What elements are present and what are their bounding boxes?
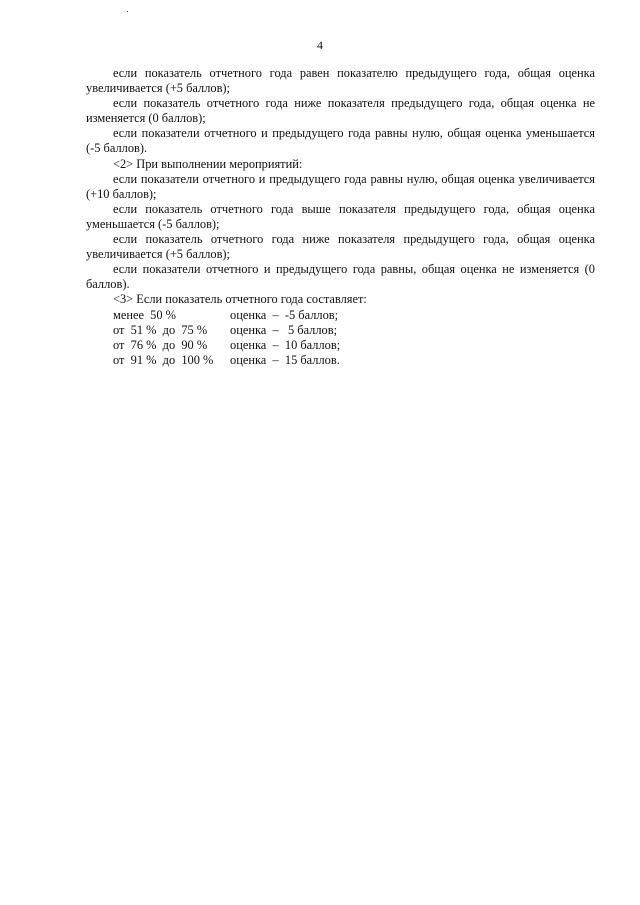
table-row [113, 323, 340, 338]
range-cell: от 91 % до 100 % [113, 352, 214, 367]
scan-speck [127, 11, 128, 12]
table-row [113, 338, 340, 353]
paragraph: если показатели отчетного и предыдущего года равны, общая оценка не изменяется (0 баллов). [86, 262, 595, 292]
range-cell: от 51 % до 75 % [113, 322, 208, 337]
page-number: 4 [317, 38, 323, 52]
table-row [113, 308, 340, 323]
paragraph: если показатель отчетного года равен показателю предыдущего года, общая оценка увеличивается (+5 баллов); [86, 66, 595, 96]
range-cell: менее 50 % [113, 307, 176, 322]
score-cell: оценка – 5 баллов; [230, 322, 338, 337]
score-scale-table [113, 308, 340, 368]
footnote-3-heading: <3> Если показатель отчетного года составляет: [113, 292, 367, 307]
score-cell: оценка – 15 баллов. [230, 352, 340, 367]
document-body [86, 66, 595, 368]
range-cell: от 76 % до 90 % [113, 337, 208, 352]
paragraph: если показатели отчетного и предыдущего года равны нулю, общая оценка увеличивается (+10 баллов); [86, 171, 595, 201]
score-cell: оценка – 10 баллов; [230, 337, 341, 352]
table-row [113, 353, 340, 368]
paragraph: если показатель отчетного года ниже показателя предыдущего года, общая оценка не изменяется (0 баллов); [86, 96, 595, 126]
paragraph: если показатели отчетного и предыдущего года равны нулю, общая оценка уменьшается (-5 баллов). [86, 126, 595, 156]
footnote-2-heading: <2> При выполнении мероприятий: [113, 156, 303, 171]
paragraph: если показатель отчетного года ниже показателя предыдущего года, общая оценка увеличивается (+5 баллов); [86, 232, 595, 262]
paragraph: если показатель отчетного года выше показателя предыдущего года, общая оценка уменьшается (-5 баллов); [86, 201, 595, 231]
score-cell: оценка – -5 баллов; [230, 307, 339, 322]
